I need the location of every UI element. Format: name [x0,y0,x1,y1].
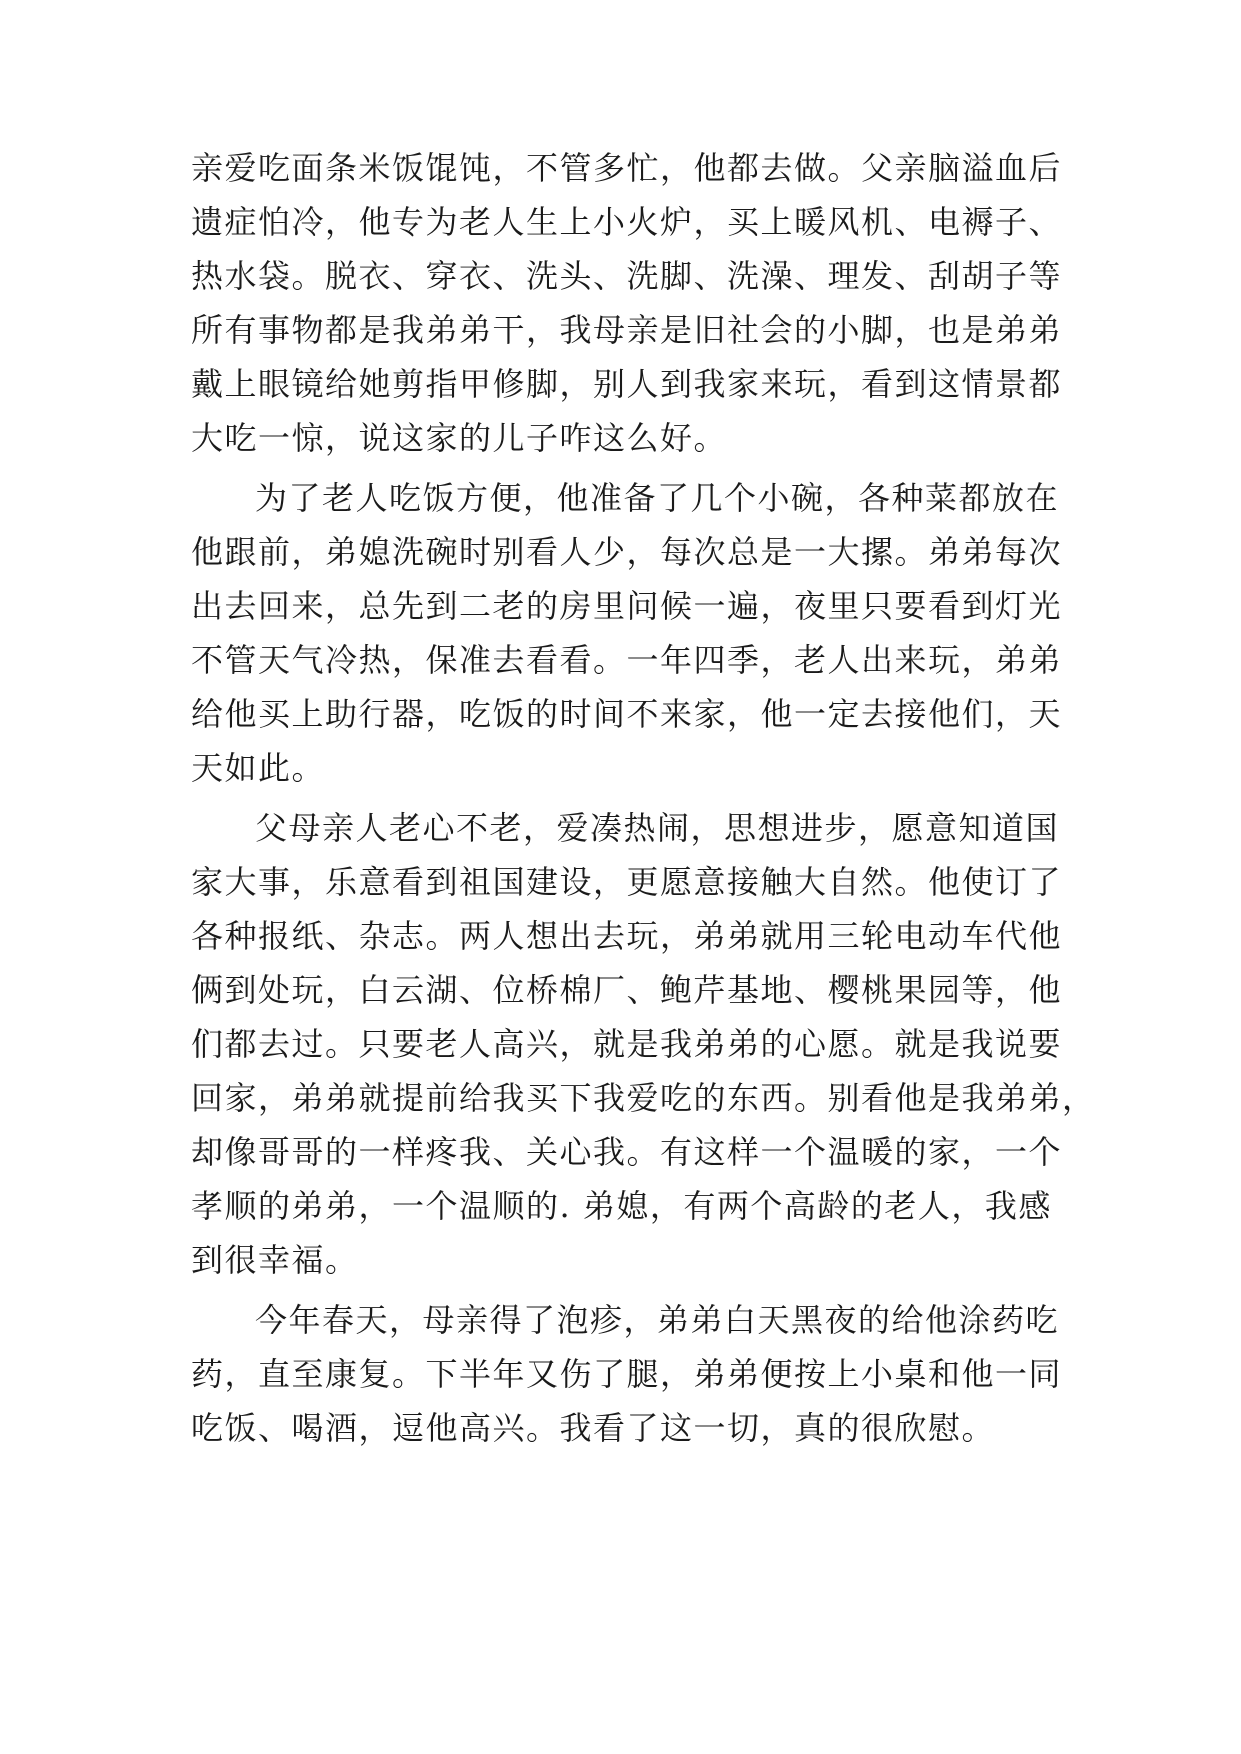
text-line: 出去回来，总先到二老的房里问候一遍，夜里只要看到灯光 [191,587,1063,625]
paragraph-first-line: 为了老人吃饭方便，他准备了几个小碗，各种菜都放在 [255,479,1060,517]
paragraph-first-line: 今年春天，母亲得了泡疹，弟弟白天黑夜的给他涂药吃 [255,1301,1060,1339]
text-line: 却像哥哥的一样疼我、关心我。有这样一个温暖的家，一个 [191,1133,1063,1171]
text-line: 给他买上助行器，吃饭的时间不来家，他一定去接他们，天 [191,695,1063,733]
text-line: 戴上眼镜给她剪指甲修脚，别人到我家来玩，看到这情景都 [191,365,1063,403]
text-line: 俩到处玩，白云湖、位桥棉厂、鲍芹基地、樱桃果园等，他 [191,971,1063,1009]
text-line: 不管天气冷热，保准去看看。一年四季，老人出来玩，弟弟 [191,641,1063,679]
text-line: 遗症怕冷，他专为老人生上小火炉，买上暖风机、电褥子、 [191,203,1063,241]
text-line: 孝顺的弟弟，一个温顺的. 弟媳，有两个高龄的老人，我感 [191,1187,1052,1225]
text-line: 们都去过。只要老人高兴，就是我弟弟的心愿。就是我说要 [191,1025,1063,1063]
paragraph-first-line: 父母亲人老心不老，爱凑热闹，思想进步，愿意知道国 [255,809,1060,847]
text-line: 他跟前，弟媳洗碗时别看人少，每次总是一大摞。弟弟每次 [191,533,1063,571]
text-line: 天如此。 [191,749,326,787]
text-line: 所有事物都是我弟弟干，我母亲是旧社会的小脚，也是弟弟 [191,311,1063,349]
text-line: 热水袋。脱衣、穿衣、洗头、洗脚、洗澡、理发、刮胡子等 [191,257,1063,295]
text-line: 吃饭、喝酒，逗他高兴。我看了这一切，真的很欣慰。 [191,1409,996,1447]
text-line: 药，直至康复。下半年又伤了腿，弟弟便按上小桌和他一同 [191,1355,1063,1393]
text-line: 家大事，乐意看到祖国建设，更愿意接触大自然。他使订了 [191,863,1063,901]
text-line: 大吃一惊，说这家的儿子咋这么好。 [191,419,728,457]
text-line: 回家，弟弟就提前给我买下我爱吃的东西。别看他是我弟弟， [191,1079,1096,1117]
text-line: 到很幸福。 [191,1241,359,1279]
text-line: 各种报纸、杂志。两人想出去玩，弟弟就用三轮电动车代他 [191,917,1063,955]
text-line: 亲爱吃面条米饭馄饨，不管多忙，他都去做。父亲脑溢血后 [191,149,1063,187]
